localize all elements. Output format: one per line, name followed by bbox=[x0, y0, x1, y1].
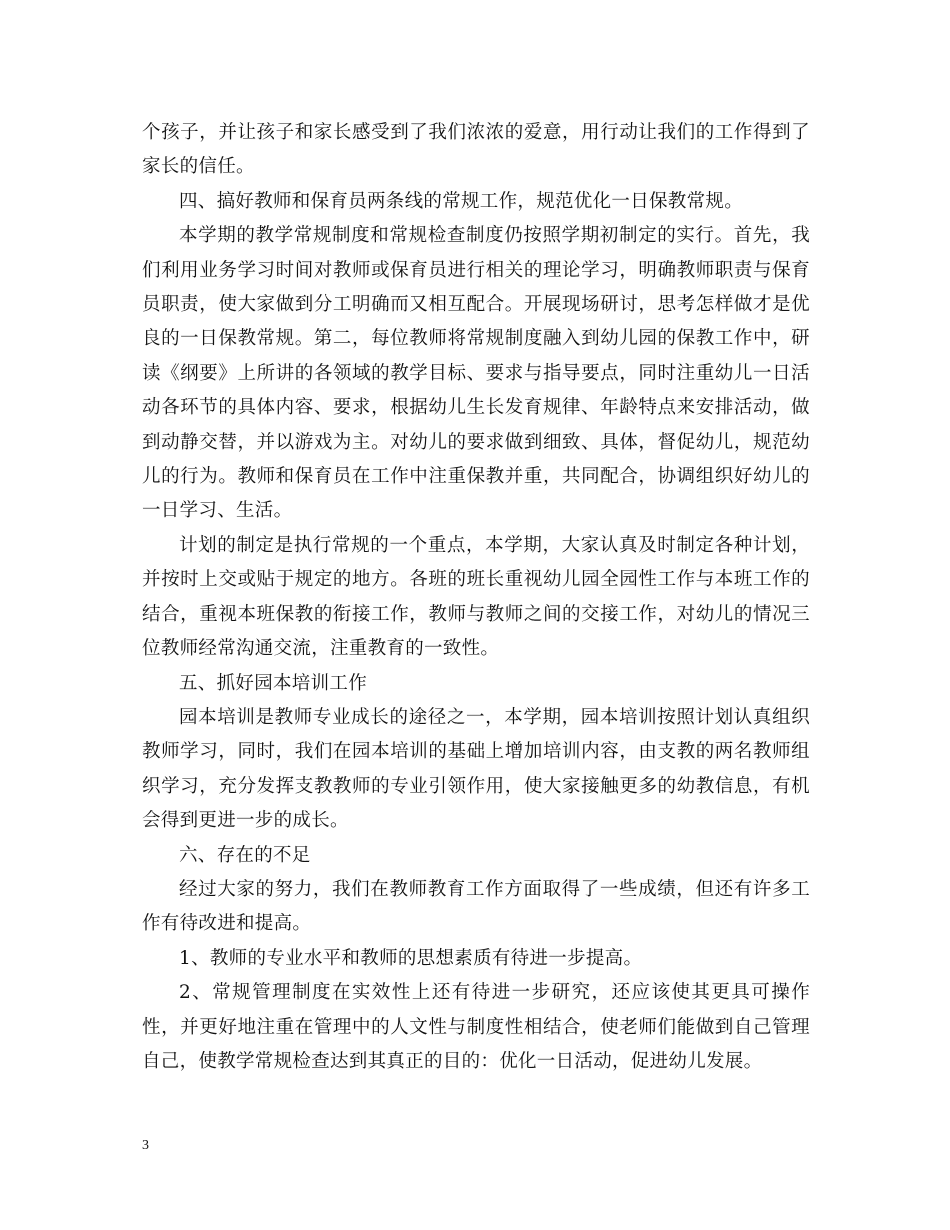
paragraph-shortcomings-intro: 经过大家的努力，我们在教师教育工作方面取得了一些成绩，但还有许多工作有待改进和提高。 bbox=[142, 878, 810, 935]
section-heading-five: 五、抓好园本培训工作 bbox=[179, 672, 368, 694]
paragraph-planning: 计划的制定是执行常规的一个重点，本学期，大家认真及时制定各种计划，并按时上交或贴于规定的地方。各班的班长重视幼儿园全园性工作与本班工作的结合，重视本班保教的衔接工作，教师与教师之间的交接工作，对幼儿的情况三位教师经常沟通交流，注重教育的一致性。 bbox=[142, 534, 810, 660]
paragraph-continuation: 个孩子，并让孩子和家长感受到了我们浓浓的爱意，用行动让我们的工作得到了家长的信任。 bbox=[142, 122, 810, 178]
document-body bbox=[142, 116, 810, 1079]
section-heading-four: 四、搞好教师和保育员两条线的常规工作，规范优化一日保教常规。 bbox=[179, 190, 744, 212]
paragraph-routine-system: 本学期的教学常规制度和常规检查制度仍按照学期初制定的实行。首先，我们利用业务学习时间对教师或保育员进行相关的理论学习，明确教师职责与保育员职责，使大家做到分工明确而又相互配合。开展现场研讨，思考怎样做才是优良的一日保教常规。第二，每位教师将常规制度融入到幼儿园的保教工作中，研读《纲要》上所讲的各领域的教学目标、要求与指导要点，同时注重幼儿一日活动各环节的具体内容、要求，根据幼儿生长发育规律、年龄特点来安排活动，做到动静交替，并以游戏为主。对幼儿的要求做到细致、具体，督促幼儿，规范幼儿的行为。教师和保育员在工作中注重保教并重，共同配合，协调组织好幼儿的一日学习、生活。 bbox=[142, 225, 810, 522]
list-item-2: 2、常规管理制度在实效性上还有待进一步研究，还应该使其更具可操作性，并更好地注重在管理中的人文性与制度性相结合，使老师们能做到自己管理自己，使教学常规检查达到其真正的目的：优化一日活动，促进幼儿发展。 bbox=[142, 982, 810, 1072]
paragraph-training: 园本培训是教师专业成长的途径之一，本学期，园本培训按照计划认真组织教师学习，同时，我们在园本培训的基础上增加培训内容，由支教的两名教师组织学习，充分发挥支教教师的专业引领作用，使大家接触更多的幼教信息，有机会得到更进一步的成长。 bbox=[142, 706, 810, 832]
section-heading-six: 六、存在的不足 bbox=[179, 844, 311, 866]
list-item-1: 1、教师的专业水平和教师的思想素质有待进一步提高。 bbox=[179, 947, 643, 969]
page-number: 3 bbox=[142, 1138, 149, 1153]
